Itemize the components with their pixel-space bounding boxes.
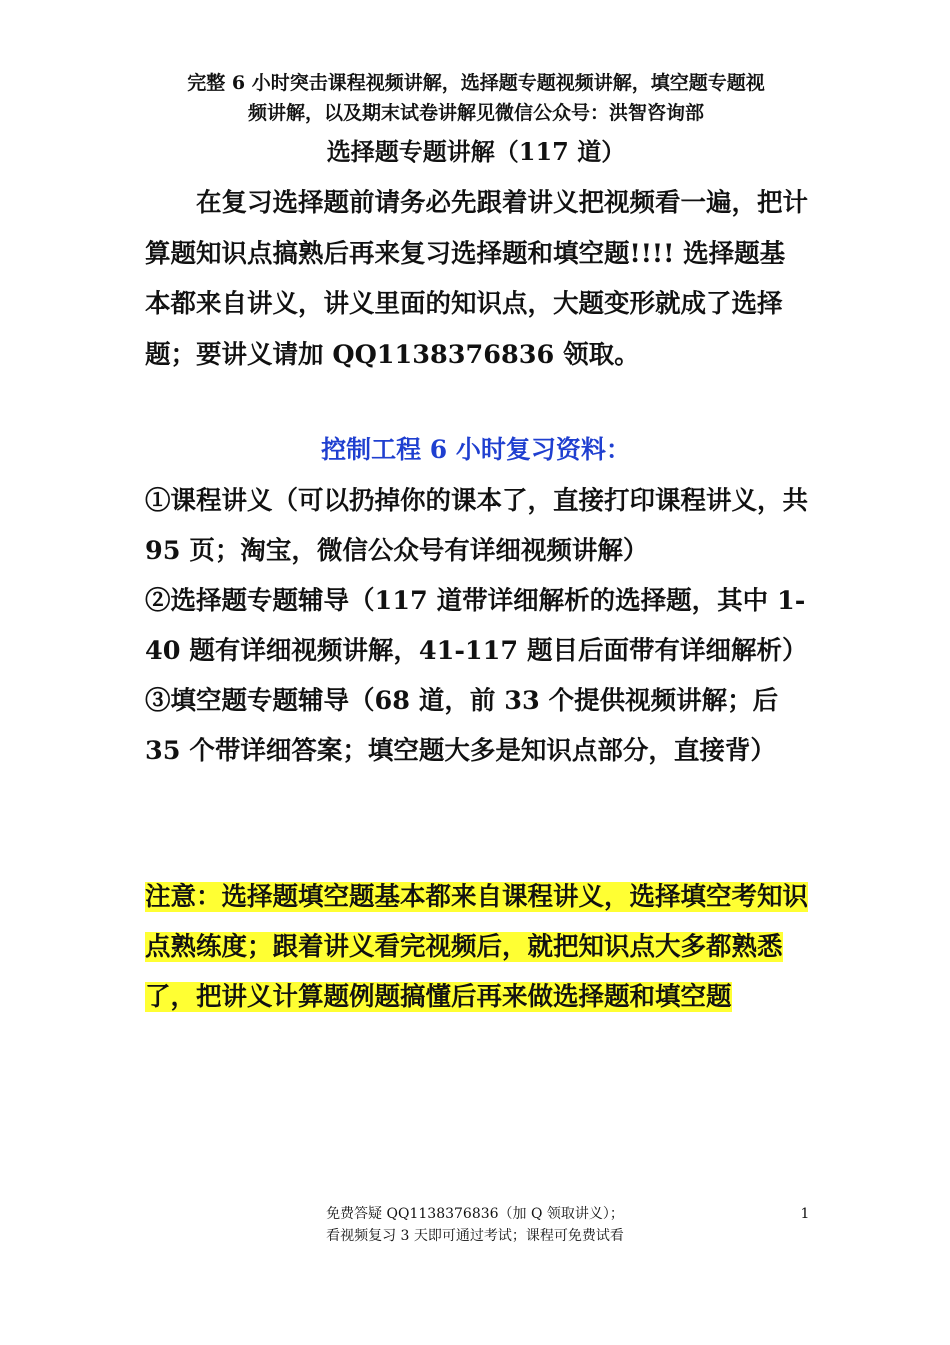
header-line-1: 完整 6 小时突击课程视频讲解，选择题专题视频讲解，填空题专题视 xyxy=(187,72,765,94)
intro-paragraph: 在复习选择题前请务必先跟着讲义把视频看一遍，把计算题知识点搞熟后再来复习选择题和填空题!!!! 选择题基本都来自讲义，讲义里面的知识点，大题变形就成了选择题；要讲义请加 QQ1138376836 领取。 xyxy=(145,188,809,370)
item-marker: ③ xyxy=(145,686,171,716)
list-item xyxy=(145,476,810,576)
note-text: 注意：选择题填空题基本都来自课程讲义，选择填空考知识点熟练度；跟着讲义看完视频后，就把知识点大多都熟悉了，把讲义计算题例题搞懂后再来做选择题和填空题 xyxy=(145,882,809,1012)
item-text: 选择题专题辅导（117 道带详细解析的选择题，其中 1-40 题有详细视频讲解，41-117 题目后面带有详细解析） xyxy=(145,586,808,666)
item-marker: ① xyxy=(145,486,171,516)
list-item xyxy=(145,576,810,676)
item-marker: ② xyxy=(145,586,171,616)
header-line-2: 频讲解，以及期末试卷讲解见微信公众号：洪智咨询部 xyxy=(247,102,704,124)
page-header xyxy=(140,68,812,128)
list-item xyxy=(145,676,810,776)
item-text: 填空题专题辅导（68 道，前 33 个提供视频讲解；后 35 个带详细答案；填空题大多是知识点部分，直接背） xyxy=(145,686,779,766)
item-text: 课程讲义（可以扔掉你的课本了，直接打印课程讲义，共 95 页；淘宝，微信公众号有详细视频讲解） xyxy=(145,486,809,566)
page-title: 选择题专题讲解（117 道） xyxy=(326,137,626,166)
page-footer xyxy=(270,1203,680,1247)
highlighted-note xyxy=(145,872,813,1022)
page-number: 1 xyxy=(800,1206,810,1222)
materials-list xyxy=(145,476,810,776)
section-heading: 控制工程 6 小时复习资料： xyxy=(321,435,631,464)
footer-line-2: 看视频复习 3 天即可通过考试；课程可免费试看 xyxy=(326,1228,624,1244)
footer-line-1: 免费答疑 QQ1138376836（加 Q 领取讲义）； xyxy=(326,1206,624,1222)
